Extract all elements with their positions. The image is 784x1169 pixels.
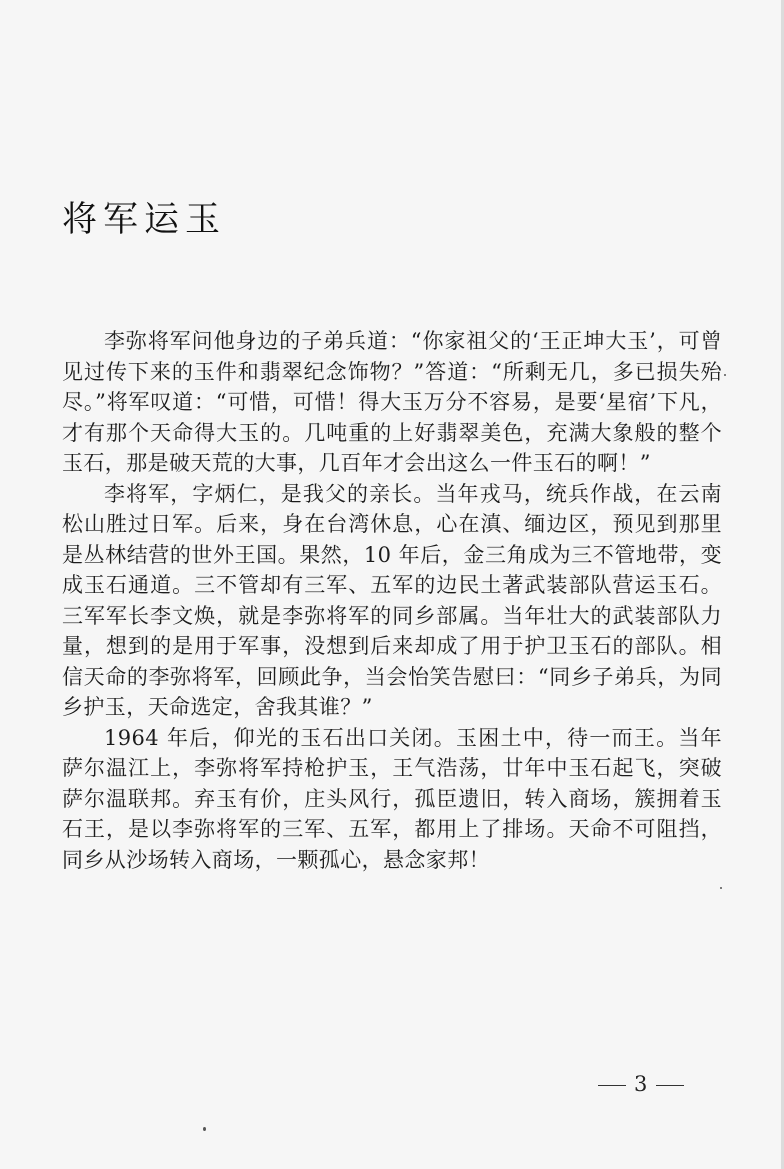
paper-speck	[203, 1127, 206, 1131]
paper-speck	[724, 374, 726, 376]
paper-speck	[720, 887, 722, 889]
paragraph-3: 1964 年后，仰光的玉石出口关闭。玉困土中，待一而王。当年萨尔温江上，李弥将军持枪护玉，王气浩荡，廿年中玉石起飞，突破萨尔温联邦。弃玉有价，庄头风行，孤臣遗旧，转入商场，簇拥着玉石王，是以李弥将军的三军、五军，都用上了排场。天命不可阻挡，同乡从沙场转入商场，一颗孤心，悬念家邦！	[62, 725, 722, 872]
paragraph-1: 李弥将军问他身边的子弟兵道：“你家祖父的‘王正坤大玉’，可曾见过传下来的玉件和翡翠纪念饰物？”答道：“所剩无几，多已损失殆尽。”将军叹道：“可惜，可惜！得大玉万分不容易，是要‘星宿’下凡，才有那个天命得大玉的。几吨重的上好翡翠美色，充满大象般的整个玉石，那是破天荒的大事，几百年才会出这么一件玉石的啊！”	[62, 329, 722, 475]
paragraph-2: 李将军，字炳仁，是我父的亲长。当年戎马，统兵作战，在云南松山胜过日军。后来，身在台湾休息，心在滇、缅边区，预见到那里是丛林结营的世外王国。果然，10 年后，金三角成为三不管地带，变成玉石通道。三不管却有三军、五军的边民土著武装部队营运玉石。三军军长李文焕，就是李弥将军的同乡部属。当年壮大的武装部队力量，想到的是用于军事，没想到后来却成了用于护卫玉石的部队。相信天命的李弥将军，回顾此争，当会怡笑告慰曰：“同乡子弟兵，为同乡护玉，天命选定，舍我其谁？”	[62, 481, 722, 719]
left-dash-divider	[598, 1085, 626, 1086]
right-dash-divider	[656, 1085, 684, 1086]
page-number-value: 3	[634, 1072, 649, 1096]
page-title: 将军运玉	[62, 200, 227, 240]
page-number	[590, 1072, 692, 1096]
article-body	[62, 326, 722, 875]
